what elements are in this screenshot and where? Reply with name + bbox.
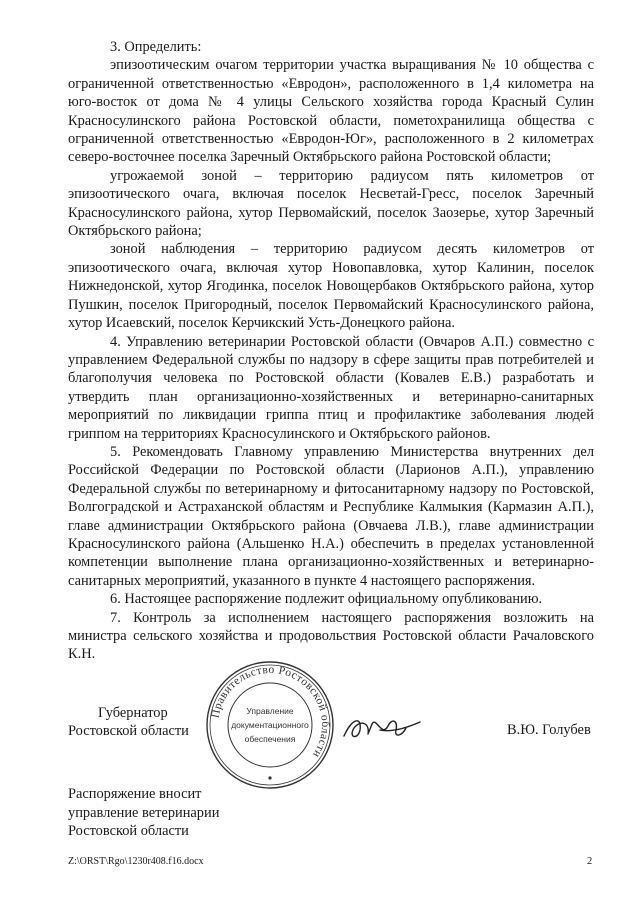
paragraph-3-heading: 3. Определить: xyxy=(110,39,202,55)
paragraph-threatened-zone: угрожаемой зоной – территорию радиусом пять километров от эпизоотического очага, включая поселок Несветай-Гресс, поселок Заречный Красносулинского района, хутор Первомайский, поселок Заозерье, хутор Заречный Октябрьского района; xyxy=(68,167,594,240)
footer-file-path: Z:\ORST\Rgo\1230r408.f16.docx xyxy=(68,856,204,867)
stamp-center-line3: обеспечения xyxy=(244,734,296,744)
stamp-ring-text: Правительство Ростовской области xyxy=(209,663,332,760)
paragraph-6: 6. Настоящее распоряжение подлежит официальному опубликованию. xyxy=(110,591,543,608)
footer-page-number: 2 xyxy=(587,856,593,867)
paragraph-7: 7. Контроль за исполнением настоящего распоряжения возложить на министра сельского хозяйства и продовольствия Ростовской области Рачаловского К.Н. xyxy=(68,609,594,663)
stamp-center-line1: Управление xyxy=(246,706,294,716)
handwritten-signature xyxy=(340,708,430,748)
signatory-name: В.Ю. Голубев xyxy=(507,722,591,738)
paragraph-observation-zone: зоной наблюдения – территорию радиусом десять километров от эпизоотического очага, включая хутор Новопавловка, хутор Калинин, поселок Нижнедонской, хутор Ягодинка, поселок Новощербаков Октябрьского района, хутор Пушкин, поселок Пригородный, поселок Первомайский Красносулинского района, хутор Исаевский, поселок Керчикский Усть-Донецкого района. xyxy=(68,241,594,332)
signatory-title xyxy=(68,704,189,740)
paragraph-4: 4. Управлению ветеринарии Ростовской области (Овчаров А.П.) совместно с управлением Федеральной службы по надзору в сфере защиты прав потребителей и благополучия человека по Ростовской области (Ковалев Е.В.) разработать и утвердить план организационно-хозяйственных и ветеринарно-санитарных мероприятий по ликвидации гриппа птиц и профилактике заболевания людей гриппом на территориях Красносулинского и Октябрьского районов. xyxy=(68,333,594,442)
note-line3: Ростовской области xyxy=(68,823,189,839)
document-body xyxy=(68,38,594,664)
note-line1: Распоряжение вносит xyxy=(68,786,202,802)
note-line2: управление ветеринарии xyxy=(68,804,220,821)
official-stamp xyxy=(205,660,335,790)
paragraph-epizootic-focus: эпизоотическим очагом территории участка выращивания № 10 общества с ограниченной ответственностью «Евродон», расположенного в 1,4 километра на юго-восток от дома № 4 улицы Сельского хозяйства города Красный Сулин Красносулинского района Ростовской области, пометохранилища общества с ограниченной ответственностью «Евродон-Юг», расположенного в 2 километрах северо-восточнее поселка Заречный Октябрьского района Ростовской области; xyxy=(68,57,594,166)
submitted-by-note xyxy=(68,785,219,841)
signatory-title-line1: Губернатор xyxy=(98,705,168,721)
paragraph-5: 5. Рекомендовать Главному управлению Министерства внутренних дел Российской Федерации по Ростовской области (Ларионов А.П.), управлению Федеральной службы по ветеринарному и фитосанитарному надзору по Ростовской, Волгоградской и Астраханской областям и Республике Калмыкия (Кармазин А.П.), главе администрации Октябрьского района (Овчаева Л.В.), главе администрации Красносулинского района (Альшенко Н.А.) обеспечить в пределах установленной компетенции выполнение плана организационно-хозяйственных и ветеринарно-санитарных мероприятий, указанного в пункте 4 настоящего распоряжения. xyxy=(68,443,594,589)
stamp-center-line2: документационного xyxy=(231,720,309,730)
signatory-title-line2: Ростовской области xyxy=(68,723,189,739)
